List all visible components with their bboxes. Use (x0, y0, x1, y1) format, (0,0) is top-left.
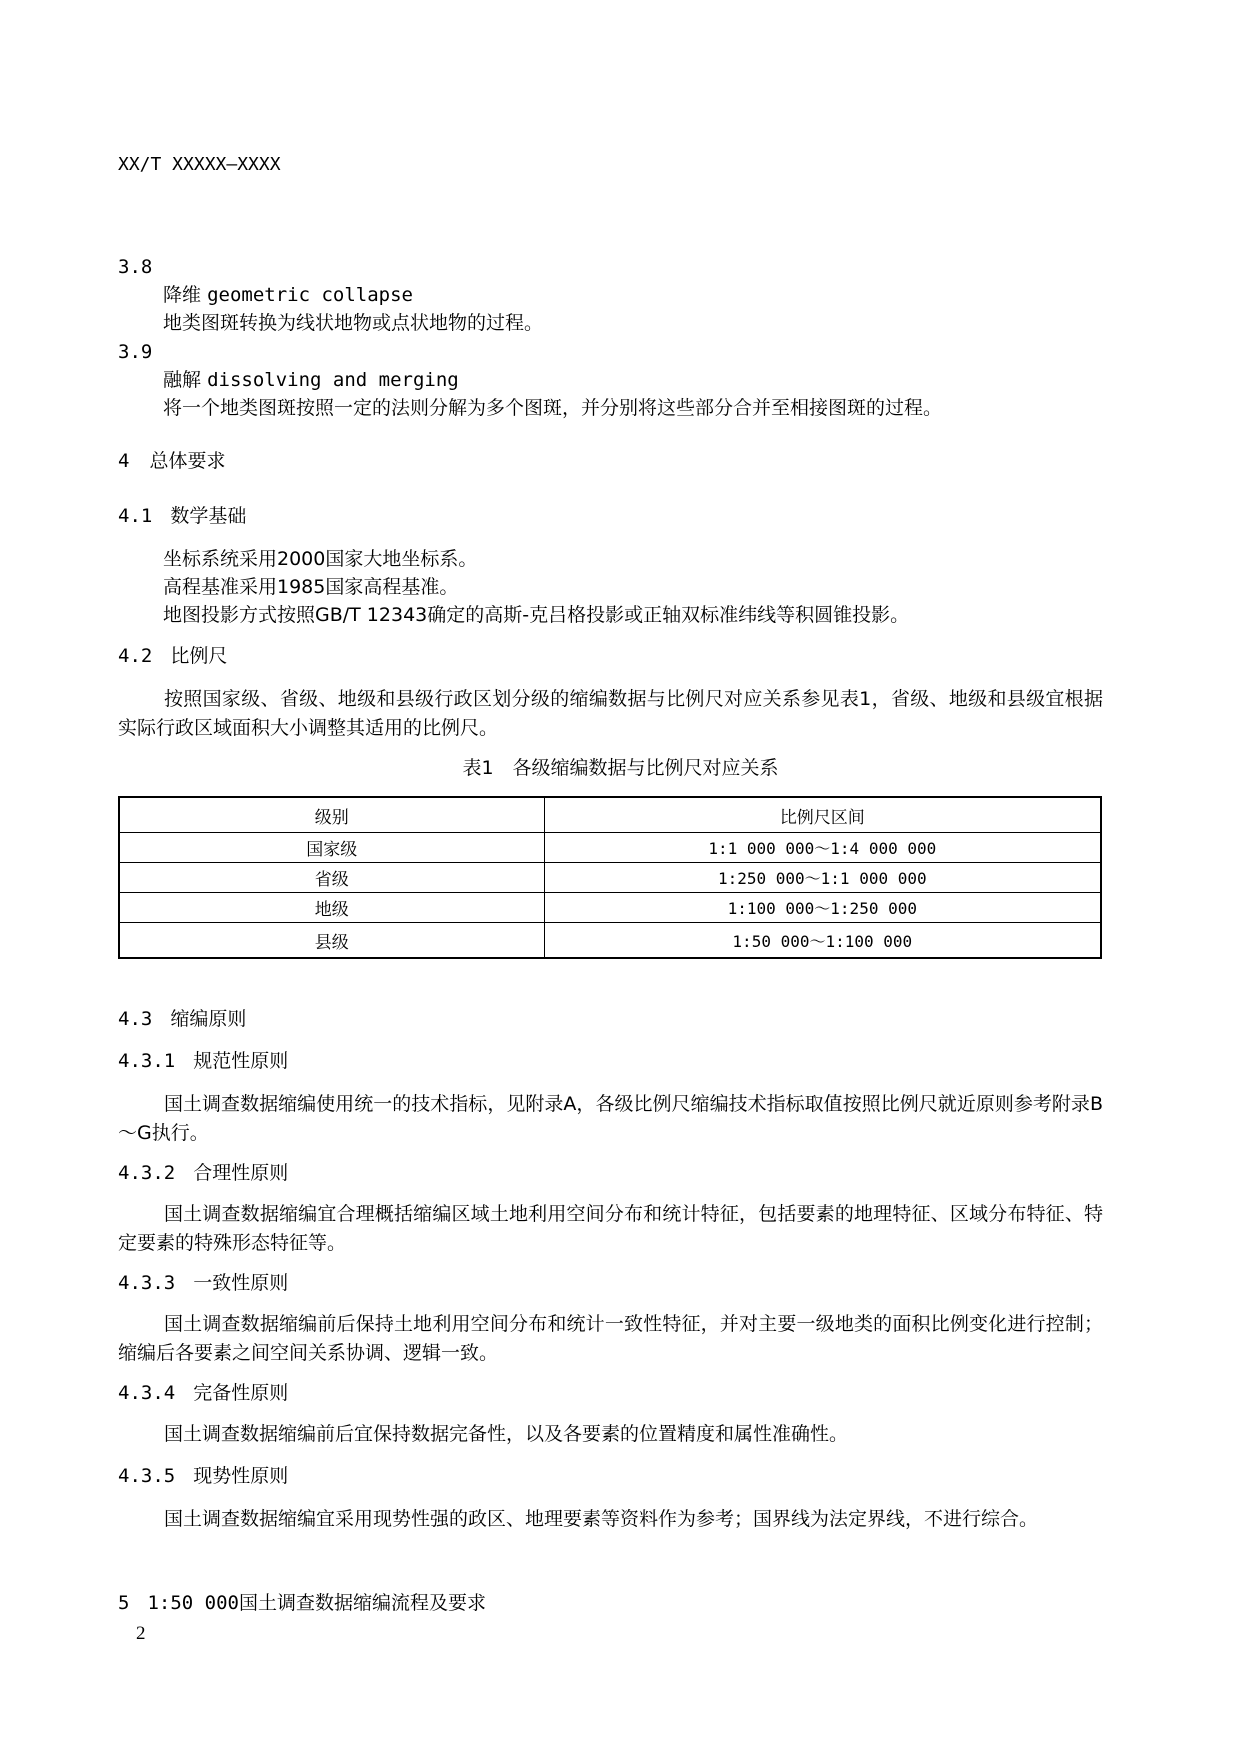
section-heading (118, 1590, 486, 1616)
body-paragraph: 国土调查数据缩编前后保持土地利用空间分布和统计一致性特征，并对主要一级地类的面积比例变化进行控制；缩编后各要素之间空间关系协调、逻辑一致。 (118, 1313, 1103, 1364)
level-cell: 县级 (119, 923, 544, 959)
subsection-heading (118, 1160, 288, 1186)
level-cell: 地级 (119, 893, 544, 923)
body-paragraph: 国土调查数据缩编宜合理概括缩编区域土地利用空间分布和统计特征，包括要素的地理特征、区域分布特征、特定要素的特殊形态特征等。 (118, 1203, 1103, 1254)
section-number: 4.3.1 (118, 1050, 176, 1072)
body-paragraph: 国土调查数据缩编前后宜保持数据完备性，以及各要素的位置精度和属性准确性。 (164, 1423, 849, 1445)
section-heading (118, 1006, 246, 1032)
section-title: 总体要求 (149, 450, 226, 472)
scale-range-cell: 1:1 000 000～1:4 000 000 (544, 833, 1101, 863)
section-title: 数学基础 (170, 505, 247, 527)
body-line: 坐标系统采用2000国家大地坐标系。 (163, 548, 478, 570)
body-line: 地图投影方式按照GB/T 12343确定的高斯-克吕格投影或正轴双标准纬线等积圆锥投影。 (163, 604, 910, 626)
term-en: dissolving and merging (207, 369, 459, 391)
body-paragraph: 按照国家级、省级、地级和县级行政区划分级的缩编数据与比例尺对应关系参见表1，省级、地级和县级宜根据实际行政区域面积大小调整其适用的比例尺。 (118, 688, 1103, 739)
scale-table (118, 796, 1102, 959)
section-number: 4.3.5 (118, 1465, 176, 1487)
level-cell: 国家级 (119, 833, 544, 863)
page-number: 2 (136, 1623, 146, 1644)
subsection-heading (118, 1048, 288, 1074)
term-definition: 将一个地类图斑按照一定的法则分解为多个图斑，并分别将这些部分合并至相接图斑的过程。 (163, 397, 943, 419)
section-number: 5 (118, 1592, 130, 1614)
subsection-heading (118, 1463, 288, 1489)
table-row (119, 893, 1101, 923)
body-paragraph: 国土调查数据缩编宜采用现势性强的政区、地理要素等资料作为参考；国界线为法定界线，不进行综合。 (164, 1508, 1039, 1530)
term-number: 3.8 (118, 256, 153, 278)
section-heading (118, 503, 246, 529)
term-heading (163, 282, 413, 308)
term-zh: 融解 (163, 369, 202, 391)
section-number: 4.3.2 (118, 1162, 176, 1184)
scale-range-cell: 1:250 000～1:1 000 000 (544, 863, 1101, 893)
section-title: 一致性原则 (193, 1272, 289, 1294)
table-header-cell: 比例尺区间 (544, 797, 1101, 833)
term-number: 3.9 (118, 341, 153, 363)
section-heading (118, 643, 227, 669)
table-caption: 表1 各级缩编数据与比例尺对应关系 (462, 757, 779, 779)
section-number: 4.3.4 (118, 1382, 176, 1404)
section-number: 4.3.3 (118, 1272, 176, 1294)
body-line: 高程基准采用1985国家高程基准。 (163, 576, 459, 598)
section-title: 现势性原则 (193, 1465, 289, 1487)
level-cell: 省级 (119, 863, 544, 893)
table-row (119, 923, 1101, 959)
section-title: 完备性原则 (193, 1382, 289, 1404)
term-en: geometric collapse (207, 284, 413, 306)
section-title: 合理性原则 (193, 1162, 289, 1184)
section-title: 缩编原则 (170, 1008, 247, 1030)
table-header-row (119, 797, 1101, 833)
section-title: 国土调查数据缩编流程及要求 (238, 1592, 486, 1614)
subsection-heading (118, 1380, 288, 1406)
term-heading (163, 367, 459, 393)
section-scale: 1:50 000 (147, 1592, 239, 1614)
table-row (119, 833, 1101, 863)
body-paragraph: 国土调查数据缩编使用统一的技术指标，见附录A，各级比例尺缩编技术指标取值按照比例尺就近原则参考附录B～G执行。 (118, 1093, 1103, 1144)
term-definition: 地类图斑转换为线状地物或点状地物的过程。 (163, 312, 544, 334)
subsection-heading (118, 1270, 288, 1296)
table-row (119, 863, 1101, 893)
term-zh: 降维 (163, 284, 202, 306)
section-title: 规范性原则 (193, 1050, 289, 1072)
section-title: 比例尺 (170, 645, 228, 667)
doc-code: XX/T XXXXX—XXXX (118, 154, 281, 175)
table-header-cell: 级别 (119, 797, 544, 833)
scale-range-cell: 1:100 000～1:250 000 (544, 893, 1101, 923)
section-heading (118, 448, 225, 474)
scale-range-cell: 1:50 000～1:100 000 (544, 923, 1101, 959)
section-number: 4.1 (118, 505, 153, 527)
section-number: 4 (118, 450, 130, 472)
section-number: 4.3 (118, 1008, 153, 1030)
section-number: 4.2 (118, 645, 153, 667)
